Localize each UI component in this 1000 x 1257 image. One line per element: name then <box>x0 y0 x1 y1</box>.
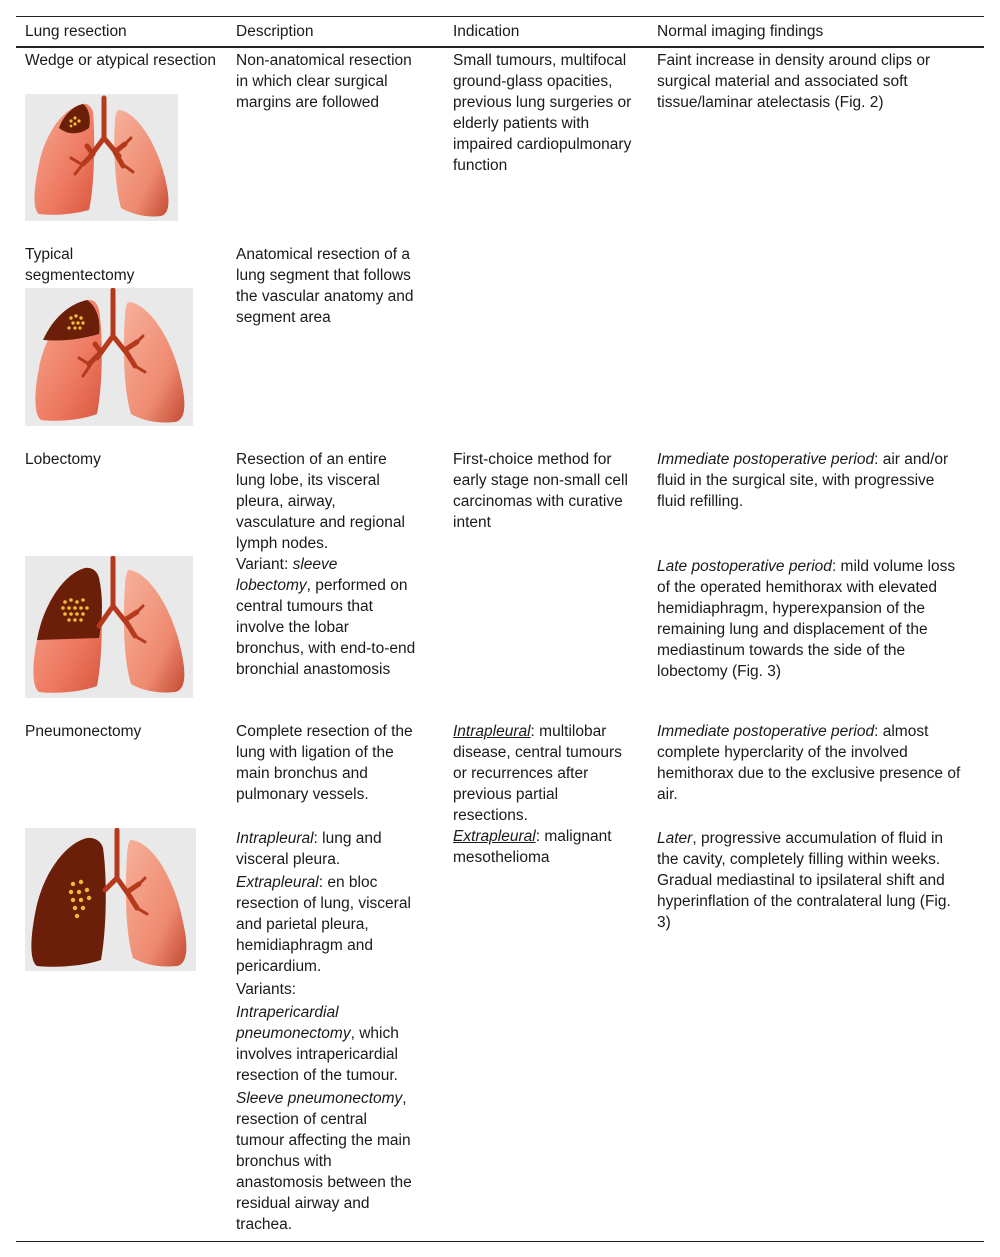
pneumonectomy-extrapleural <box>236 872 418 977</box>
row-segmentectomy-label: Typical segmentectomy <box>25 246 135 284</box>
sleeve-pneumonectomy-text: , resection of central tumour affecting the main bronchus with anastomosis between the residual airway and trachea. <box>236 1090 412 1233</box>
row-pneumonectomy-imaging-later <box>657 828 962 933</box>
lobectomy-immediate-text: : air and/or fluid in the surgical site, with progressive fluid refilling. <box>657 451 949 510</box>
pneumonectomy-illustration <box>25 828 196 971</box>
row-wedge-description: Non-anatomical resection in which clear surgical margins are followed <box>236 52 412 111</box>
row-pneumonectomy-subtypes <box>236 828 418 1235</box>
sleeve-pneumonectomy-term: Sleeve pneumonectomy <box>236 1090 403 1107</box>
pneumonectomy-later-text: , progressive accumulation of fluid in the cavity, completely filling within weeks. Gradual mediastinal to ipsilateral shift and hyperinflation of the contralateral lung (Fig. 3) <box>657 830 951 931</box>
lobectomy-late-term: Late postoperative period <box>657 558 832 575</box>
pneumonectomy-immediate-term: Immediate postoperative period <box>657 723 875 740</box>
lobectomy-description-text: Resection of an entire lung lobe, its visceral pleura, airway, vasculature and regional lymph nodes. <box>236 451 405 552</box>
row-pneumonectomy-label: Pneumonectomy <box>25 723 142 740</box>
lobectomy-variant-term: sleeve lobectomy <box>236 556 338 594</box>
lobectomy-variant-text: , performed on central tumours that involve the lobar bronchus, with end-to-end bronchial anastomosis <box>236 577 416 678</box>
pneumonectomy-variants-label: Variants: <box>236 981 297 998</box>
row-lobectomy-imaging-late <box>657 556 962 682</box>
extrapleural-term: Extrapleural <box>236 874 319 891</box>
pneumonectomy-intrapericardial <box>236 1002 418 1086</box>
row-wedge-imaging: Faint increase in density around clips or surgical material and associated soft tissue/laminar atelectasis (Fig. 2) <box>657 52 931 111</box>
header-indication: Indication <box>453 23 520 40</box>
indication-intrapleural <box>453 721 625 826</box>
segmentectomy-illustration <box>25 288 193 426</box>
intrapericardial-term: Intrapericardial pneumonectomy <box>236 1004 351 1042</box>
row-pneumonectomy-indication <box>453 721 625 868</box>
indication-extrapleural <box>453 826 625 868</box>
row-lobectomy-description <box>236 449 416 680</box>
row-lobectomy-indication: First-choice method for early stage non-small cell carcinomas with curative intent <box>453 451 628 531</box>
indication-intrapleural-term: Intrapleural <box>453 723 531 740</box>
lobectomy-immediate-term: Immediate postoperative period <box>657 451 875 468</box>
row-pneumonectomy-description: Complete resection of the lung with ligation of the main bronchus and pulmonary vessels. <box>236 723 413 803</box>
row-wedge-indication: Small tumours, multifocal ground-glass opacities, previous lung surgeries or elderly patients with impaired cardiopulmonary function <box>453 52 632 174</box>
intrapleural-term: Intrapleural <box>236 830 314 847</box>
intrapleural-text: : lung and visceral pleura. <box>236 830 382 868</box>
header-lung-resection: Lung resection <box>25 23 127 40</box>
lobectomy-late-text: : mild volume loss of the operated hemithorax with elevated hemidiaphragm, hyperexpansion of the remaining lung and displacement of the mediastinum towards the side of the lobectomy (Fig. 3) <box>657 558 956 680</box>
header-rule <box>16 46 984 48</box>
row-pneumonectomy-imaging-immediate <box>657 721 962 805</box>
header-description: Description <box>236 23 314 40</box>
indication-extrapleural-text: : malignant mesothelioma <box>453 828 612 866</box>
table-bottom-rule <box>16 1241 984 1242</box>
lobectomy-illustration <box>25 556 193 698</box>
row-segmentectomy-description: Anatomical resection of a lung segment that follows the vascular anatomy and segment area <box>236 246 414 326</box>
row-wedge-resection-label: Wedge or atypical resection <box>25 52 216 69</box>
wedge-resection-illustration <box>25 94 178 221</box>
pneumonectomy-sleeve <box>236 1088 418 1235</box>
row-lobectomy-imaging-immediate <box>657 449 962 512</box>
intrapericardial-text: , which involves intrapericardial resection of the tumour. <box>236 1025 399 1084</box>
table-top-rule <box>16 16 984 17</box>
header-imaging-findings: Normal imaging findings <box>657 23 824 40</box>
pneumonectomy-immediate-text: : almost complete hyperclarity of the involved hemithorax due to the exclusive presence of air. <box>657 723 961 803</box>
lobectomy-variant-prefix: Variant: <box>236 556 293 573</box>
extrapleural-text: : en bloc resection of lung, visceral and parietal pleura, hemidiaphragm and pericardium. <box>236 874 411 975</box>
indication-extrapleural-term: Extrapleural <box>453 828 536 845</box>
row-lobectomy-label: Lobectomy <box>25 451 101 468</box>
pneumonectomy-intrapleural <box>236 828 418 870</box>
indication-intrapleural-text: : multilobar disease, central tumours or recurrences after previous partial resections. <box>453 723 622 824</box>
pneumonectomy-later-term: Later <box>657 830 693 847</box>
